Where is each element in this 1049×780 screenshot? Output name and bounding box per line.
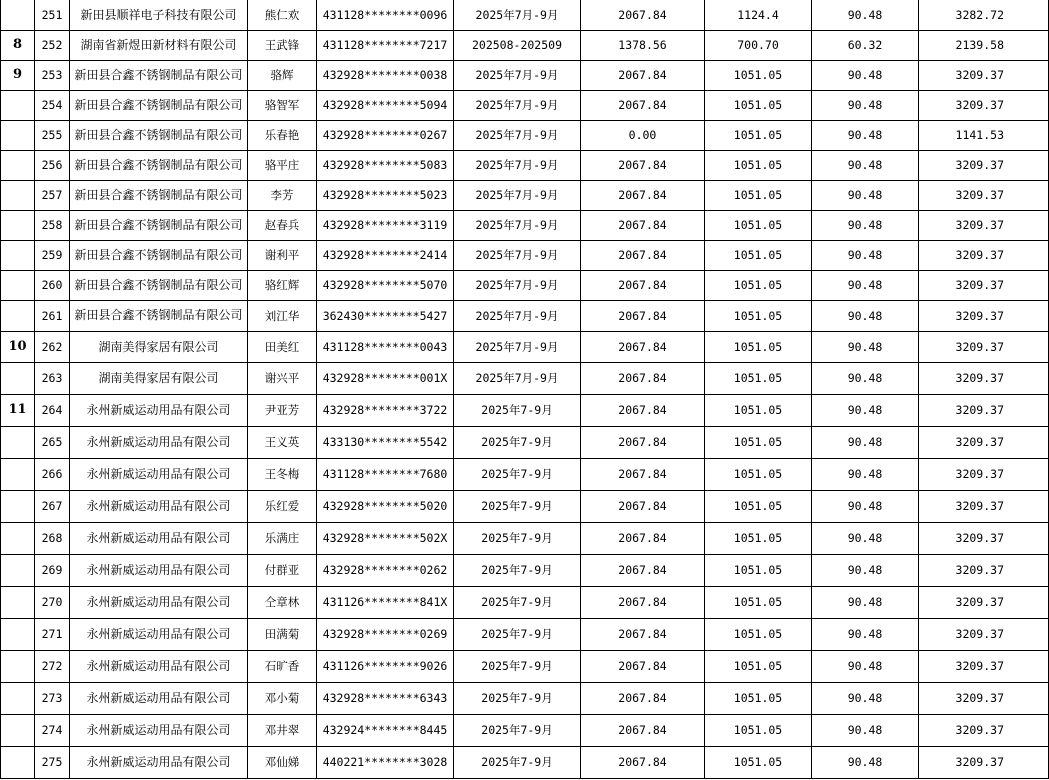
amount-3-cell[interactable]: 90.48 (812, 618, 919, 650)
amount-3-cell[interactable]: 90.48 (812, 682, 919, 714)
total-cell[interactable]: 3209.37 (919, 650, 1049, 682)
company-cell[interactable]: 永州新威运动用品有限公司 (70, 394, 248, 426)
serial-number-cell[interactable]: 273 (35, 682, 70, 714)
amount-3-cell[interactable]: 90.48 (812, 746, 919, 778)
table-row (1, 362, 1049, 394)
amount-1-cell[interactable]: 2067.84 (581, 522, 705, 554)
group-number-cell[interactable] (1, 240, 35, 270)
group-number-cell[interactable] (1, 522, 35, 554)
amount-1-cell[interactable]: 2067.84 (581, 426, 705, 458)
amount-2-cell[interactable]: 1051.05 (705, 426, 812, 458)
person-name-cell[interactable]: 田满菊 (248, 618, 317, 650)
total-cell[interactable]: 3209.37 (919, 270, 1049, 300)
id-number-cell[interactable]: 362430********5427 (317, 300, 454, 331)
person-name-cell[interactable]: 邓小菊 (248, 682, 317, 714)
table-row (1, 650, 1049, 682)
person-name-cell[interactable]: 仝章林 (248, 586, 317, 618)
id-number-cell[interactable]: 432928********6343 (317, 682, 454, 714)
total-cell[interactable]: 3209.37 (919, 210, 1049, 240)
amount-1-cell[interactable]: 2067.84 (581, 618, 705, 650)
amount-3-cell[interactable]: 90.48 (812, 586, 919, 618)
person-name-cell[interactable]: 乐满庄 (248, 522, 317, 554)
amount-1-cell[interactable]: 2067.84 (581, 90, 705, 120)
amount-3-cell[interactable]: 90.48 (812, 150, 919, 180)
id-number-cell[interactable]: 431126********841X (317, 586, 454, 618)
total-cell[interactable]: 3209.37 (919, 682, 1049, 714)
period-cell[interactable]: 2025年7-9月 (454, 746, 581, 778)
group-number-cell[interactable]: 10 (1, 331, 35, 362)
amount-3-cell[interactable]: 60.32 (812, 30, 919, 60)
amount-2-cell[interactable]: 1051.05 (705, 650, 812, 682)
amount-2-cell[interactable]: 1051.05 (705, 362, 812, 394)
total-cell[interactable]: 3209.37 (919, 746, 1049, 778)
table-row (1, 618, 1049, 650)
company-cell[interactable]: 新田县合鑫不锈钢制品有限公司 (70, 150, 248, 180)
amount-2-cell[interactable]: 1051.05 (705, 458, 812, 490)
person-name-cell[interactable]: 付群亚 (248, 554, 317, 586)
period-cell[interactable]: 2025年7月-9月 (454, 270, 581, 300)
serial-number-cell[interactable]: 267 (35, 490, 70, 522)
person-name-cell[interactable]: 邓井翠 (248, 714, 317, 746)
total-cell[interactable]: 3209.37 (919, 180, 1049, 210)
id-number-cell[interactable]: 433130********5542 (317, 426, 454, 458)
serial-number-cell[interactable]: 259 (35, 240, 70, 270)
total-cell[interactable]: 3209.37 (919, 300, 1049, 331)
amount-2-cell[interactable]: 1051.05 (705, 522, 812, 554)
total-cell[interactable]: 1141.53 (919, 120, 1049, 150)
amount-3-cell[interactable]: 90.48 (812, 394, 919, 426)
group-number-cell[interactable] (1, 362, 35, 394)
total-cell[interactable]: 3209.37 (919, 150, 1049, 180)
amount-1-cell[interactable]: 0.00 (581, 120, 705, 150)
group-number-cell[interactable] (1, 180, 35, 210)
group-number-cell[interactable] (1, 554, 35, 586)
serial-number-cell[interactable]: 257 (35, 180, 70, 210)
period-cell[interactable]: 2025年7-9月 (454, 554, 581, 586)
id-number-cell[interactable]: 432928********2414 (317, 240, 454, 270)
company-cell[interactable]: 永州新威运动用品有限公司 (70, 586, 248, 618)
person-name-cell[interactable]: 骆辉 (248, 60, 317, 90)
amount-1-cell[interactable]: 2067.84 (581, 362, 705, 394)
total-cell[interactable]: 3209.37 (919, 586, 1049, 618)
person-name-cell[interactable]: 谢兴平 (248, 362, 317, 394)
amount-2-cell[interactable]: 1051.05 (705, 300, 812, 331)
amount-1-cell[interactable]: 2067.84 (581, 714, 705, 746)
period-cell[interactable]: 2025年7月-9月 (454, 0, 581, 30)
total-cell[interactable]: 3209.37 (919, 90, 1049, 120)
person-name-cell[interactable]: 乐春艳 (248, 120, 317, 150)
id-number-cell[interactable]: 432928********5023 (317, 180, 454, 210)
amount-3-cell[interactable]: 90.48 (812, 270, 919, 300)
total-cell[interactable]: 3209.37 (919, 394, 1049, 426)
amount-1-cell[interactable]: 2067.84 (581, 60, 705, 90)
serial-number-cell[interactable]: 268 (35, 522, 70, 554)
amount-3-cell[interactable]: 90.48 (812, 240, 919, 270)
id-number-cell[interactable]: 440221********3028 (317, 746, 454, 778)
amount-1-cell[interactable]: 2067.84 (581, 331, 705, 362)
person-name-cell[interactable]: 熊仁欢 (248, 0, 317, 30)
person-name-cell[interactable]: 乐红爱 (248, 490, 317, 522)
table-row (1, 331, 1049, 362)
company-cell[interactable]: 新田县合鑫不锈钢制品有限公司 (70, 120, 248, 150)
amount-2-cell[interactable]: 1051.05 (705, 150, 812, 180)
amount-2-cell[interactable]: 1051.05 (705, 331, 812, 362)
id-number-cell[interactable]: 432928********0269 (317, 618, 454, 650)
amount-1-cell[interactable]: 2067.84 (581, 682, 705, 714)
company-cell[interactable]: 湖南美得家居有限公司 (70, 362, 248, 394)
serial-number-cell[interactable]: 274 (35, 714, 70, 746)
serial-number-cell[interactable]: 270 (35, 586, 70, 618)
group-number-cell[interactable] (1, 650, 35, 682)
total-cell[interactable]: 3209.37 (919, 490, 1049, 522)
table-row (1, 120, 1049, 150)
period-cell[interactable]: 2025年7-9月 (454, 426, 581, 458)
amount-1-cell[interactable]: 1378.56 (581, 30, 705, 60)
id-number-cell[interactable]: 431128********0096 (317, 0, 454, 30)
person-name-cell[interactable]: 骆红辉 (248, 270, 317, 300)
table-row (1, 682, 1049, 714)
id-number-cell[interactable]: 432928********0038 (317, 60, 454, 90)
amount-3-cell[interactable]: 90.48 (812, 362, 919, 394)
company-cell[interactable]: 永州新威运动用品有限公司 (70, 490, 248, 522)
company-cell[interactable]: 湖南省新煜田新材料有限公司 (70, 30, 248, 60)
amount-1-cell[interactable]: 2067.84 (581, 150, 705, 180)
id-number-cell[interactable]: 431128********7217 (317, 30, 454, 60)
amount-3-cell[interactable]: 90.48 (812, 60, 919, 90)
serial-number-cell[interactable]: 272 (35, 650, 70, 682)
period-cell[interactable]: 2025年7-9月 (454, 714, 581, 746)
amount-3-cell[interactable]: 90.48 (812, 0, 919, 30)
serial-number-cell[interactable]: 254 (35, 90, 70, 120)
id-number-cell[interactable]: 432928********3119 (317, 210, 454, 240)
total-cell[interactable]: 3209.37 (919, 331, 1049, 362)
period-cell[interactable]: 2025年7月-9月 (454, 300, 581, 331)
total-cell[interactable]: 3209.37 (919, 458, 1049, 490)
amount-1-cell[interactable]: 2067.84 (581, 300, 705, 331)
amount-1-cell[interactable]: 2067.84 (581, 490, 705, 522)
table-row (1, 426, 1049, 458)
period-cell[interactable]: 2025年7-9月 (454, 522, 581, 554)
amount-1-cell[interactable]: 2067.84 (581, 180, 705, 210)
table-row (1, 210, 1049, 240)
person-name-cell[interactable]: 石旷香 (248, 650, 317, 682)
table-row (1, 394, 1049, 426)
amount-2-cell[interactable]: 1051.05 (705, 270, 812, 300)
table-row (1, 490, 1049, 522)
amount-3-cell[interactable]: 90.48 (812, 120, 919, 150)
group-number-cell[interactable]: 11 (1, 394, 35, 426)
company-cell[interactable]: 永州新威运动用品有限公司 (70, 522, 248, 554)
period-cell[interactable]: 2025年7月-9月 (454, 120, 581, 150)
serial-number-cell[interactable]: 265 (35, 426, 70, 458)
table-row (1, 458, 1049, 490)
company-cell[interactable]: 永州新威运动用品有限公司 (70, 458, 248, 490)
amount-1-cell[interactable]: 2067.84 (581, 240, 705, 270)
company-cell[interactable]: 永州新威运动用品有限公司 (70, 554, 248, 586)
serial-number-cell[interactable]: 262 (35, 331, 70, 362)
amount-2-cell[interactable]: 1051.05 (705, 618, 812, 650)
total-cell[interactable]: 3209.37 (919, 522, 1049, 554)
company-cell[interactable]: 永州新威运动用品有限公司 (70, 426, 248, 458)
amount-1-cell[interactable]: 2067.84 (581, 458, 705, 490)
period-cell[interactable]: 2025年7-9月 (454, 490, 581, 522)
company-cell[interactable]: 新田县合鑫不锈钢制品有限公司 (70, 300, 248, 331)
total-cell[interactable]: 2139.58 (919, 30, 1049, 60)
id-number-cell[interactable]: 431128********0043 (317, 331, 454, 362)
serial-number-cell[interactable]: 263 (35, 362, 70, 394)
serial-number-cell[interactable]: 255 (35, 120, 70, 150)
period-cell[interactable]: 2025年7-9月 (454, 394, 581, 426)
id-number-cell[interactable]: 432928********5094 (317, 90, 454, 120)
amount-3-cell[interactable]: 90.48 (812, 331, 919, 362)
company-cell[interactable]: 永州新威运动用品有限公司 (70, 618, 248, 650)
group-number-cell[interactable] (1, 714, 35, 746)
group-number-cell[interactable] (1, 0, 35, 30)
amount-1-cell[interactable]: 2067.84 (581, 650, 705, 682)
table-row (1, 714, 1049, 746)
company-cell[interactable]: 新田县合鑫不锈钢制品有限公司 (70, 210, 248, 240)
total-cell[interactable]: 3209.37 (919, 362, 1049, 394)
serial-number-cell[interactable]: 264 (35, 394, 70, 426)
table-row (1, 746, 1049, 778)
company-cell[interactable]: 永州新威运动用品有限公司 (70, 714, 248, 746)
period-cell[interactable]: 2025年7月-9月 (454, 210, 581, 240)
amount-3-cell[interactable]: 90.48 (812, 522, 919, 554)
company-cell[interactable]: 永州新威运动用品有限公司 (70, 746, 248, 778)
serial-number-cell[interactable]: 266 (35, 458, 70, 490)
person-name-cell[interactable]: 赵春兵 (248, 210, 317, 240)
amount-3-cell[interactable]: 90.48 (812, 210, 919, 240)
id-number-cell[interactable]: 432928********502X (317, 522, 454, 554)
serial-number-cell[interactable]: 258 (35, 210, 70, 240)
table-row (1, 554, 1049, 586)
amount-3-cell[interactable]: 90.48 (812, 180, 919, 210)
serial-number-cell[interactable]: 275 (35, 746, 70, 778)
company-cell[interactable]: 新田县合鑫不锈钢制品有限公司 (70, 240, 248, 270)
amount-2-cell[interactable]: 1051.05 (705, 714, 812, 746)
total-cell[interactable]: 3209.37 (919, 426, 1049, 458)
table-row (1, 0, 1049, 30)
id-number-cell[interactable]: 431128********7680 (317, 458, 454, 490)
period-cell[interactable]: 2025年7月-9月 (454, 150, 581, 180)
amount-2-cell[interactable]: 1124.4 (705, 0, 812, 30)
person-name-cell[interactable]: 李芳 (248, 180, 317, 210)
person-name-cell[interactable]: 田美红 (248, 331, 317, 362)
serial-number-cell[interactable]: 251 (35, 0, 70, 30)
person-name-cell[interactable]: 骆智军 (248, 90, 317, 120)
amount-2-cell[interactable]: 1051.05 (705, 120, 812, 150)
amount-2-cell[interactable]: 1051.05 (705, 394, 812, 426)
period-cell[interactable]: 2025年7-9月 (454, 682, 581, 714)
period-cell[interactable]: 2025年7月-9月 (454, 90, 581, 120)
period-cell[interactable]: 2025年7月-9月 (454, 331, 581, 362)
total-cell[interactable]: 3209.37 (919, 60, 1049, 90)
amount-2-cell[interactable]: 700.70 (705, 30, 812, 60)
person-name-cell[interactable]: 骆平庄 (248, 150, 317, 180)
id-number-cell[interactable]: 432928********5070 (317, 270, 454, 300)
table-row (1, 90, 1049, 120)
table-body (1, 0, 1049, 778)
amount-1-cell[interactable]: 2067.84 (581, 746, 705, 778)
serial-number-cell[interactable]: 271 (35, 618, 70, 650)
period-cell[interactable]: 2025年7月-9月 (454, 60, 581, 90)
amount-2-cell[interactable]: 1051.05 (705, 586, 812, 618)
group-number-cell[interactable]: 9 (1, 60, 35, 90)
group-number-cell[interactable] (1, 458, 35, 490)
amount-2-cell[interactable]: 1051.05 (705, 60, 812, 90)
group-number-cell[interactable] (1, 426, 35, 458)
group-number-cell[interactable] (1, 618, 35, 650)
amount-1-cell[interactable]: 2067.84 (581, 0, 705, 30)
table-row (1, 270, 1049, 300)
group-number-cell[interactable] (1, 210, 35, 240)
company-cell[interactable]: 新田县顺祥电子科技有限公司 (70, 0, 248, 30)
group-number-cell[interactable] (1, 270, 35, 300)
serial-number-cell[interactable]: 253 (35, 60, 70, 90)
period-cell[interactable]: 2025年7-9月 (454, 458, 581, 490)
group-number-cell[interactable] (1, 300, 35, 331)
person-name-cell[interactable]: 邓仙娣 (248, 746, 317, 778)
id-number-cell[interactable]: 432928********5020 (317, 490, 454, 522)
table-row (1, 300, 1049, 331)
amount-3-cell[interactable]: 90.48 (812, 90, 919, 120)
person-name-cell[interactable]: 王冬梅 (248, 458, 317, 490)
total-cell[interactable]: 3209.37 (919, 714, 1049, 746)
company-cell[interactable]: 湖南美得家居有限公司 (70, 331, 248, 362)
period-cell[interactable]: 2025年7月-9月 (454, 362, 581, 394)
table-row (1, 586, 1049, 618)
amount-2-cell[interactable]: 1051.05 (705, 746, 812, 778)
serial-number-cell[interactable]: 261 (35, 300, 70, 331)
total-cell[interactable]: 3209.37 (919, 618, 1049, 650)
amount-2-cell[interactable]: 1051.05 (705, 210, 812, 240)
company-cell[interactable]: 永州新威运动用品有限公司 (70, 650, 248, 682)
table-row (1, 150, 1049, 180)
amount-2-cell[interactable]: 1051.05 (705, 490, 812, 522)
serial-number-cell[interactable]: 256 (35, 150, 70, 180)
amount-1-cell[interactable]: 2067.84 (581, 586, 705, 618)
table-row (1, 60, 1049, 90)
id-number-cell[interactable]: 432928********3722 (317, 394, 454, 426)
person-name-cell[interactable]: 王义英 (248, 426, 317, 458)
company-cell[interactable]: 新田县合鑫不锈钢制品有限公司 (70, 180, 248, 210)
group-number-cell[interactable] (1, 90, 35, 120)
table-row (1, 30, 1049, 60)
amount-1-cell[interactable]: 2067.84 (581, 554, 705, 586)
amount-3-cell[interactable]: 90.48 (812, 554, 919, 586)
period-cell[interactable]: 2025年7-9月 (454, 650, 581, 682)
group-number-cell[interactable] (1, 746, 35, 778)
group-number-cell[interactable]: 8 (1, 30, 35, 60)
period-cell[interactable]: 2025年7月-9月 (454, 240, 581, 270)
total-cell[interactable]: 3209.37 (919, 240, 1049, 270)
amount-2-cell[interactable]: 1051.05 (705, 554, 812, 586)
group-number-cell[interactable] (1, 490, 35, 522)
id-number-cell[interactable]: 432928********5083 (317, 150, 454, 180)
amount-2-cell[interactable]: 1051.05 (705, 90, 812, 120)
id-number-cell[interactable]: 431126********9026 (317, 650, 454, 682)
person-name-cell[interactable]: 刘江华 (248, 300, 317, 331)
amount-3-cell[interactable]: 90.48 (812, 426, 919, 458)
id-number-cell[interactable]: 432928********0267 (317, 120, 454, 150)
serial-number-cell[interactable]: 269 (35, 554, 70, 586)
amount-3-cell[interactable]: 90.48 (812, 300, 919, 331)
company-cell[interactable]: 新田县合鑫不锈钢制品有限公司 (70, 60, 248, 90)
group-number-cell[interactable] (1, 586, 35, 618)
person-name-cell[interactable]: 王武锋 (248, 30, 317, 60)
amount-3-cell[interactable]: 90.48 (812, 650, 919, 682)
person-name-cell[interactable]: 尹亚芳 (248, 394, 317, 426)
id-number-cell[interactable]: 432924********8445 (317, 714, 454, 746)
group-number-cell[interactable] (1, 682, 35, 714)
amount-1-cell[interactable]: 2067.84 (581, 210, 705, 240)
period-cell[interactable]: 2025年7-9月 (454, 618, 581, 650)
amount-2-cell[interactable]: 1051.05 (705, 240, 812, 270)
amount-3-cell[interactable]: 90.48 (812, 714, 919, 746)
amount-1-cell[interactable]: 2067.84 (581, 394, 705, 426)
table-row (1, 240, 1049, 270)
table-row (1, 522, 1049, 554)
period-cell[interactable]: 2025年7月-9月 (454, 180, 581, 210)
amount-1-cell[interactable]: 2067.84 (581, 270, 705, 300)
id-number-cell[interactable]: 432928********0262 (317, 554, 454, 586)
company-cell[interactable]: 永州新威运动用品有限公司 (70, 682, 248, 714)
period-cell[interactable]: 202508-202509 (454, 30, 581, 60)
total-cell[interactable]: 3209.37 (919, 554, 1049, 586)
serial-number-cell[interactable]: 260 (35, 270, 70, 300)
company-cell[interactable]: 新田县合鑫不锈钢制品有限公司 (70, 90, 248, 120)
company-cell[interactable]: 新田县合鑫不锈钢制品有限公司 (70, 270, 248, 300)
group-number-cell[interactable] (1, 120, 35, 150)
table-row (1, 180, 1049, 210)
amount-2-cell[interactable]: 1051.05 (705, 682, 812, 714)
group-number-cell[interactable] (1, 150, 35, 180)
person-name-cell[interactable]: 谢利平 (248, 240, 317, 270)
total-cell[interactable]: 3282.72 (919, 0, 1049, 30)
amount-3-cell[interactable]: 90.48 (812, 490, 919, 522)
id-number-cell[interactable]: 432928********001X (317, 362, 454, 394)
period-cell[interactable]: 2025年7-9月 (454, 586, 581, 618)
amount-2-cell[interactable]: 1051.05 (705, 180, 812, 210)
amount-3-cell[interactable]: 90.48 (812, 458, 919, 490)
serial-number-cell[interactable]: 252 (35, 30, 70, 60)
